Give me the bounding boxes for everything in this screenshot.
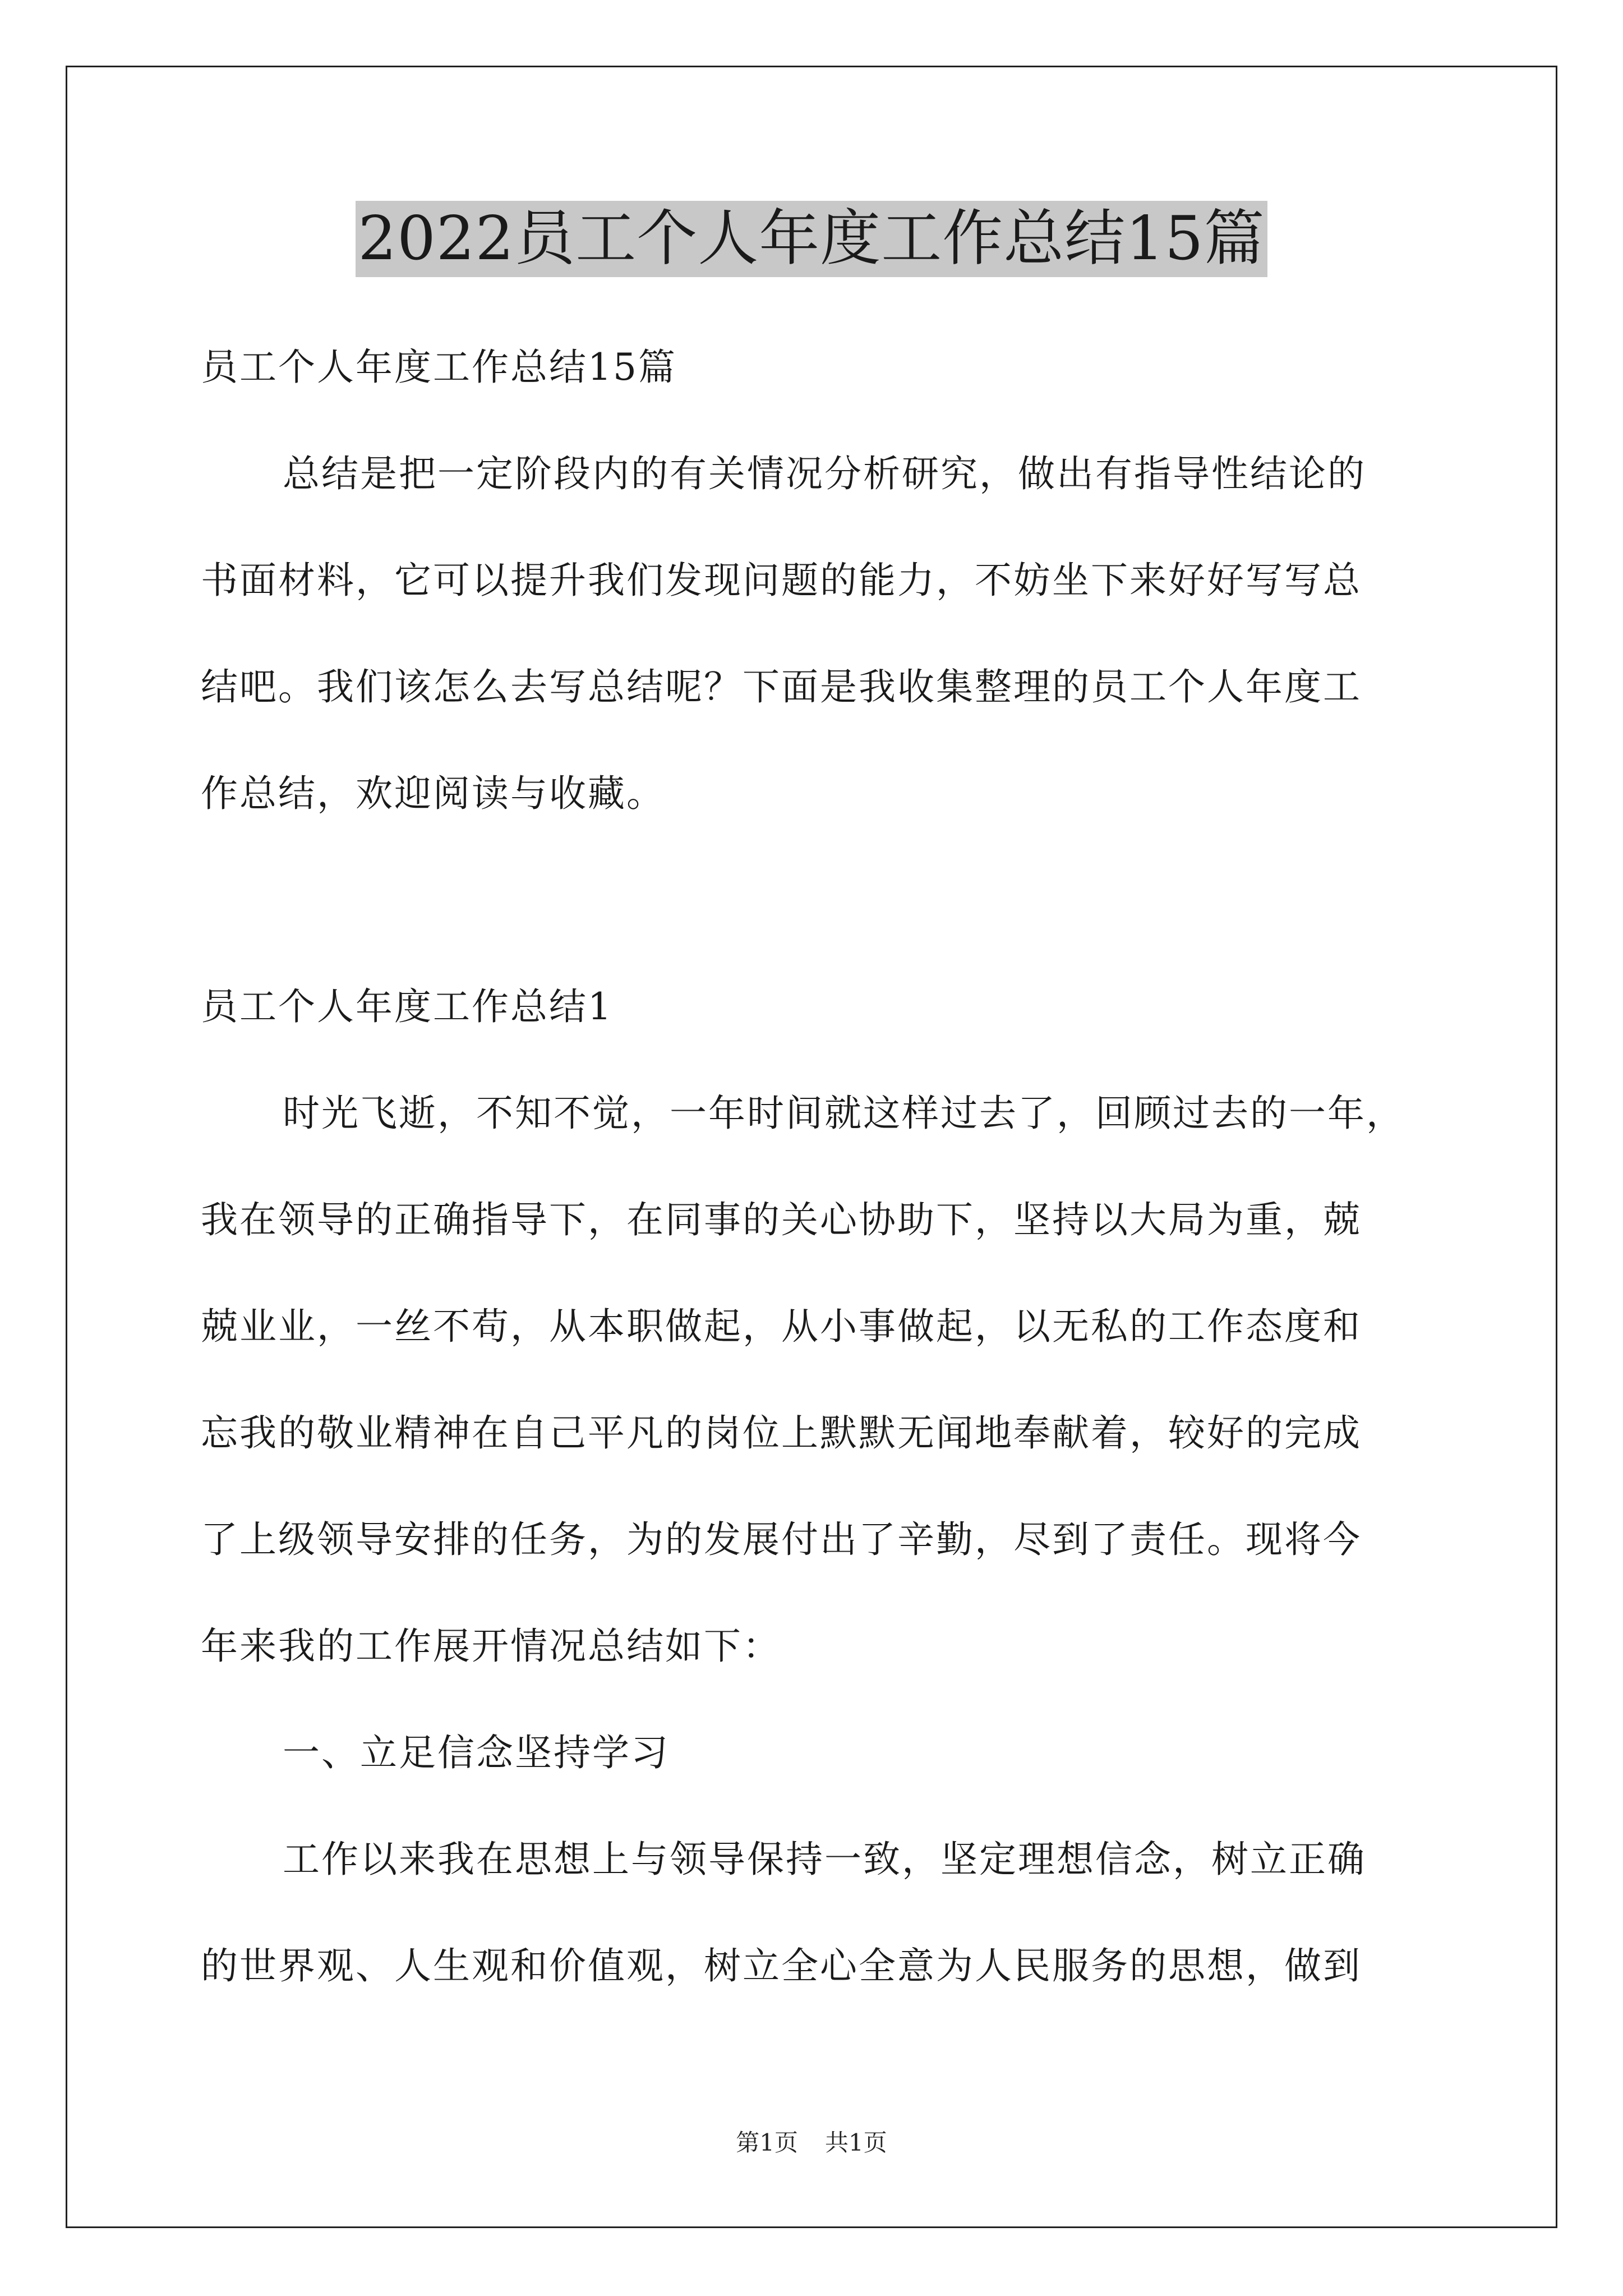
- sub1-line: 的世界观、人生观和价值观，树立全心全意为人民服务的思想，做到: [201, 1944, 1362, 1987]
- intro-line: 总结是把一定阶段内的有关情况分析研究，做出有指导性结论的: [283, 452, 1366, 495]
- title-container: [0, 201, 1623, 277]
- subheading: 一、立足信念坚持学习: [283, 1731, 670, 1774]
- spacer: [201, 847, 1435, 954]
- page-footer: [0, 2126, 1623, 2160]
- section1-line: 兢业业，一丝不苟，从本职做起，从小事做起，以无私的工作态度和: [201, 1305, 1362, 1348]
- intro-heading: 员工个人年度工作总结15篇: [201, 346, 677, 389]
- section1-line: 忘我的敬业精神在自己平凡的岗位上默默无闻地奉献着，较好的完成: [201, 1411, 1362, 1455]
- section1-line: 我在领导的正确指导下，在同事的关心协助下，坚持以大局为重，兢: [201, 1198, 1362, 1241]
- document-body: [201, 314, 1435, 2019]
- sub1-line: 工作以来我在思想上与领导保持一致，坚定理想信念，树立正确: [283, 1838, 1366, 1881]
- page-total: 共1页: [825, 2129, 887, 2156]
- section1-line: 时光飞逝，不知不觉，一年时间就这样过去了，回顾过去的一年，: [283, 1092, 1405, 1135]
- page-number: 第1页: [736, 2129, 798, 2156]
- section1-line: 了上级领导安排的任务，为的发展付出了辛勤，尽到了责任。现将今: [201, 1518, 1362, 1561]
- intro-line: 结吧。我们该怎么去写总结呢？下面是我收集整理的员工个人年度工: [201, 665, 1362, 708]
- section1-line: 年来我的工作展开情况总结如下：: [201, 1625, 781, 1668]
- document-title: 2022员工个人年度工作总结15篇: [356, 201, 1267, 277]
- intro-line: 作总结，欢迎阅读与收藏。: [201, 772, 665, 815]
- intro-line: 书面材料，它可以提升我们发现问题的能力，不妨坐下来好好写写总: [201, 559, 1362, 602]
- section1-heading: 员工个人年度工作总结1: [201, 985, 613, 1028]
